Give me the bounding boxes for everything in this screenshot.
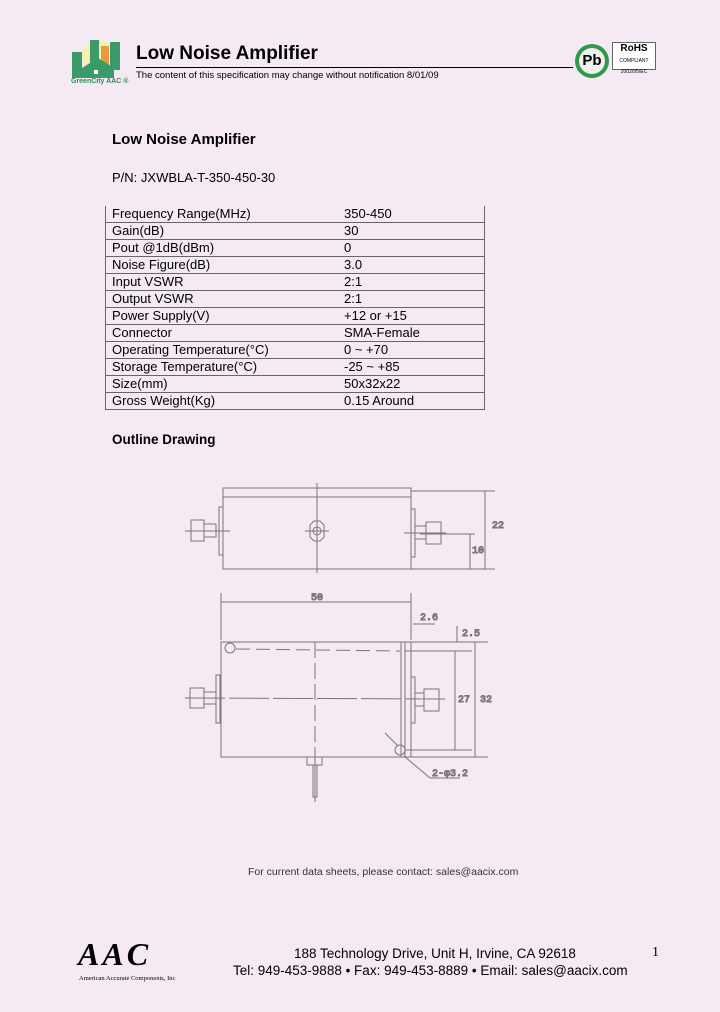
spec-value: 2:1 [338, 274, 485, 291]
spec-param: Operating Temperature(°C) [106, 342, 339, 359]
spec-value: 350-450 [338, 206, 485, 223]
dim-offset-x: 2.6 [420, 613, 439, 624]
spec-param: Pout @1dB(dBm) [106, 240, 339, 257]
dim-hole-spacing: 27 [458, 695, 471, 706]
spec-value: 2:1 [338, 291, 485, 308]
spec-param: Gross Weight(Kg) [106, 393, 339, 410]
spec-value: 30 [338, 223, 485, 240]
dim-holes: 2-φ3.2 [432, 769, 469, 780]
section-heading: Low Noise Amplifier [112, 131, 256, 148]
contact-line: For current data sheets, please contact: sales@aacix.com [248, 866, 519, 878]
spec-value: +12 or +15 [338, 308, 485, 325]
dim-connector-height: 10 [472, 546, 485, 557]
spec-value: 0 [338, 240, 485, 257]
spec-value: 3.0 [338, 257, 485, 274]
aac-logo: AAC [78, 936, 152, 972]
part-number: P/N: JXWBLA-T-350-450-30 [112, 170, 276, 185]
top-view [185, 483, 495, 573]
dim-height: 22 [492, 521, 505, 532]
page-number: 1 [652, 945, 659, 960]
mounting-hole-icon [395, 745, 405, 755]
spec-param: Connector [106, 325, 339, 342]
spec-param: Power Supply(V) [106, 308, 339, 325]
pb-free-icon: Pb [575, 44, 609, 78]
spec-param: Input VSWR [106, 274, 339, 291]
spec-param: Noise Figure(dB) [106, 257, 339, 274]
phone-fax-email: Tel: 949-453-9888 • Fax: 949-453-8889 • Email: sales@aacix.com [233, 963, 628, 978]
spec-param: Storage Temperature(°C) [106, 359, 339, 376]
spec-param: Output VSWR [106, 291, 339, 308]
spec-param: Gain(dB) [106, 223, 339, 240]
outline-drawing-heading: Outline Drawing [112, 432, 216, 447]
spec-value: SMA-Female [338, 325, 485, 342]
spec-value: 0 ~ +70 [338, 342, 485, 359]
change-notice: The content of this specification may change without notification 8/01/09 [136, 70, 439, 81]
dim-length: 50 [311, 593, 324, 604]
dim-offset-y: 2.5 [462, 629, 481, 640]
address: 188 Technology Drive, Unit H, Irvine, CA 92618 [294, 946, 576, 961]
logo-text: GreenCity AAC ® [71, 78, 129, 85]
spec-param: Size(mm) [106, 376, 339, 393]
dim-width: 32 [480, 695, 493, 706]
header-title: Low Noise Amplifier [136, 43, 318, 64]
company-name: American Accurate Components, Inc [79, 975, 176, 982]
spec-value: 0.15 Around [338, 393, 485, 410]
spec-value: 50x32x22 [338, 376, 485, 393]
mounting-hole-icon [225, 643, 235, 653]
spec-param: Frequency Range(MHz) [106, 206, 339, 223]
rohs-badge: RoHS COMPLIANT 2002/95/EC [612, 42, 656, 70]
spec-value: -25 ~ +85 [338, 359, 485, 376]
